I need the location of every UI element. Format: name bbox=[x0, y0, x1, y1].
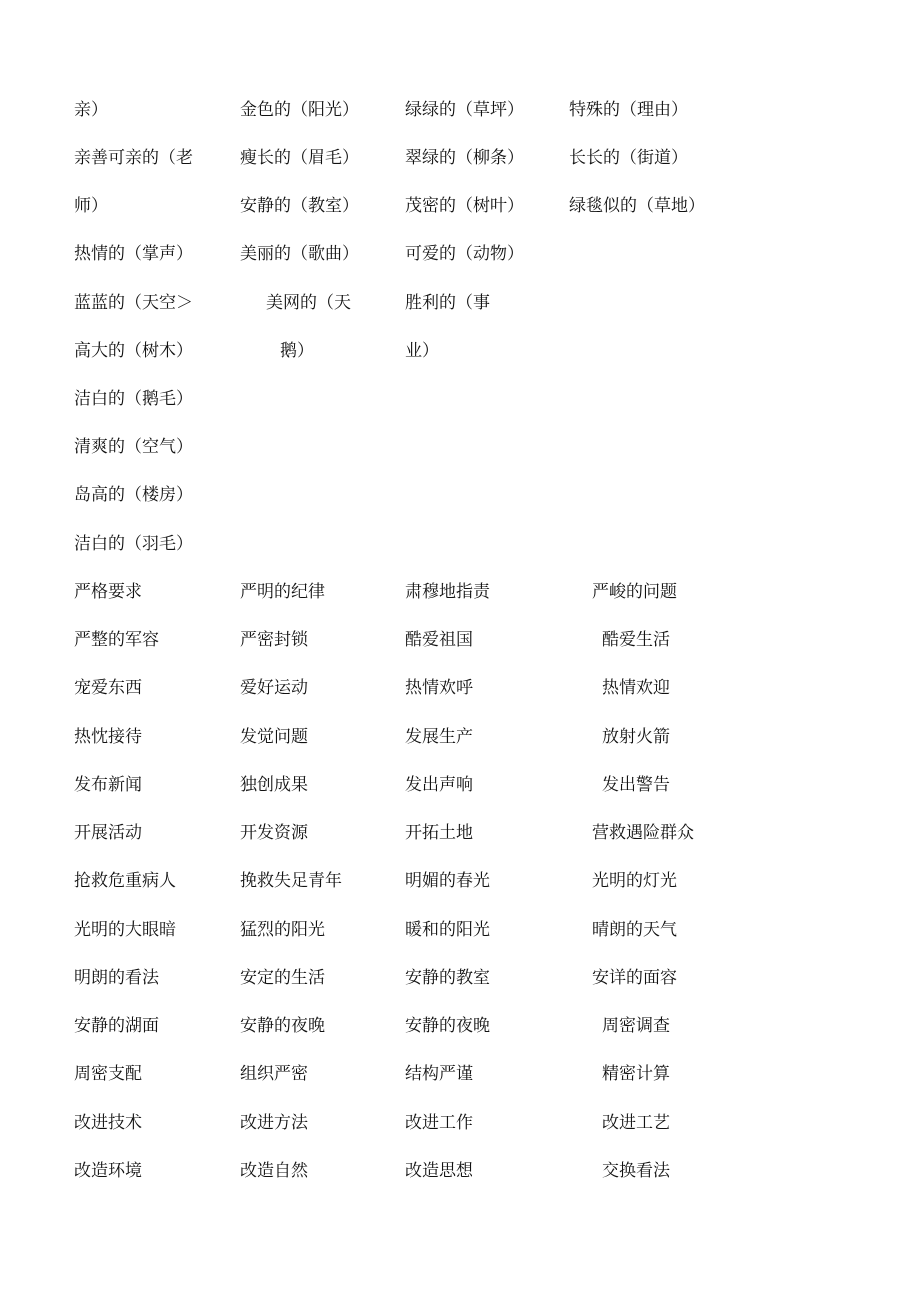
phrase: 严峻的问题 bbox=[592, 582, 677, 602]
phrase: 爱好运动 bbox=[240, 678, 308, 698]
phrase: 开发资源 bbox=[240, 823, 308, 843]
phrase: 安静的湖面 bbox=[74, 1016, 159, 1036]
phrase: 特殊的（理由） bbox=[569, 100, 688, 120]
phrase: 严格要求 bbox=[74, 582, 142, 602]
phrase: 改进方法 bbox=[240, 1113, 308, 1133]
phrase: 师） bbox=[74, 196, 108, 216]
phrase: 发布新闻 bbox=[74, 775, 142, 795]
phrase: 长长的（街道） bbox=[569, 148, 688, 168]
phrase: 亲） bbox=[74, 100, 108, 120]
phrase: 安静的教室 bbox=[405, 968, 490, 988]
phrase: 严整的军容 bbox=[74, 630, 159, 650]
phrase: 发出声响 bbox=[405, 775, 473, 795]
phrase: 可爱的（动物） bbox=[405, 244, 524, 264]
phrase: 金色的（阳光） bbox=[240, 100, 359, 120]
phrase: 热忱接待 bbox=[74, 727, 142, 747]
phrase: 结构严谨 bbox=[405, 1064, 473, 1084]
phrase: 发展生产 bbox=[405, 727, 473, 747]
phrase: 鹅） bbox=[280, 341, 314, 361]
phrase: 暖和的阳光 bbox=[405, 920, 490, 940]
phrase: 岛高的（楼房） bbox=[74, 485, 193, 505]
phrase: 绿毯似的（草地） bbox=[569, 196, 705, 216]
phrase: 高大的（树木） bbox=[74, 341, 193, 361]
phrase: 安定的生活 bbox=[240, 968, 325, 988]
phrase: 改进工作 bbox=[405, 1113, 473, 1133]
phrase: 安静的夜晚 bbox=[240, 1016, 325, 1036]
phrase: 蓝蓝的（天空＞ bbox=[74, 293, 193, 313]
phrase: 茂密的（树叶） bbox=[405, 196, 524, 216]
phrase: 光明的灯光 bbox=[592, 871, 677, 891]
phrase: 开展活动 bbox=[74, 823, 142, 843]
phrase: 洁白的（羽毛） bbox=[74, 534, 193, 554]
phrase: 明媚的春光 bbox=[405, 871, 490, 891]
phrase: 交换看法 bbox=[602, 1161, 670, 1181]
phrase: 改进工艺 bbox=[602, 1113, 670, 1133]
phrase: 美网的（天 bbox=[266, 293, 351, 313]
phrase: 清爽的（空气） bbox=[74, 437, 193, 457]
phrase: 周密调查 bbox=[602, 1016, 670, 1036]
phrase: 严密封锁 bbox=[240, 630, 308, 650]
phrase: 业） bbox=[405, 341, 439, 361]
phrase: 肃穆地指责 bbox=[405, 582, 490, 602]
phrase: 绿绿的（草坪） bbox=[405, 100, 524, 120]
phrase: 改造思想 bbox=[405, 1161, 473, 1181]
phrase: 开拓土地 bbox=[405, 823, 473, 843]
phrase: 发出警告 bbox=[602, 775, 670, 795]
phrase: 挽救失足青年 bbox=[240, 871, 342, 891]
phrase: 洁白的（鹅毛） bbox=[74, 389, 193, 409]
phrase: 独创成果 bbox=[240, 775, 308, 795]
phrase: 酷爱生活 bbox=[602, 630, 670, 650]
phrase: 亲善可亲的（老 bbox=[74, 148, 193, 168]
phrase: 组织严密 bbox=[240, 1064, 308, 1084]
phrase: 光明的大眼暗 bbox=[74, 920, 176, 940]
phrase: 抢救危重病人 bbox=[74, 871, 176, 891]
phrase: 营救遇险群众 bbox=[592, 823, 694, 843]
phrase: 改造环境 bbox=[74, 1161, 142, 1181]
phrase: 宠爱东西 bbox=[74, 678, 142, 698]
phrase: 瘦长的（眉毛） bbox=[240, 148, 359, 168]
phrase: 精密计算 bbox=[602, 1064, 670, 1084]
phrase: 晴朗的天气 bbox=[592, 920, 677, 940]
phrase: 安静的夜晚 bbox=[405, 1016, 490, 1036]
phrase: 安静的（教室） bbox=[240, 196, 359, 216]
phrase: 酷爱祖国 bbox=[405, 630, 473, 650]
phrase: 周密支配 bbox=[74, 1064, 142, 1084]
phrase: 猛烈的阳光 bbox=[240, 920, 325, 940]
phrase: 放射火箭 bbox=[602, 727, 670, 747]
phrase: 热情欢呼 bbox=[405, 678, 473, 698]
phrase: 改造自然 bbox=[240, 1161, 308, 1181]
phrase: 美丽的（歌曲） bbox=[240, 244, 359, 264]
phrase: 安详的面容 bbox=[592, 968, 677, 988]
phrase: 胜利的（事 bbox=[405, 293, 490, 313]
phrase: 发觉问题 bbox=[240, 727, 308, 747]
phrase: 改进技术 bbox=[74, 1113, 142, 1133]
phrase: 明朗的看法 bbox=[74, 968, 159, 988]
phrase: 热情的（掌声） bbox=[74, 244, 193, 264]
phrase: 严明的纪律 bbox=[240, 582, 325, 602]
phrase: 翠绿的（柳条） bbox=[405, 148, 524, 168]
phrase: 热情欢迎 bbox=[602, 678, 670, 698]
